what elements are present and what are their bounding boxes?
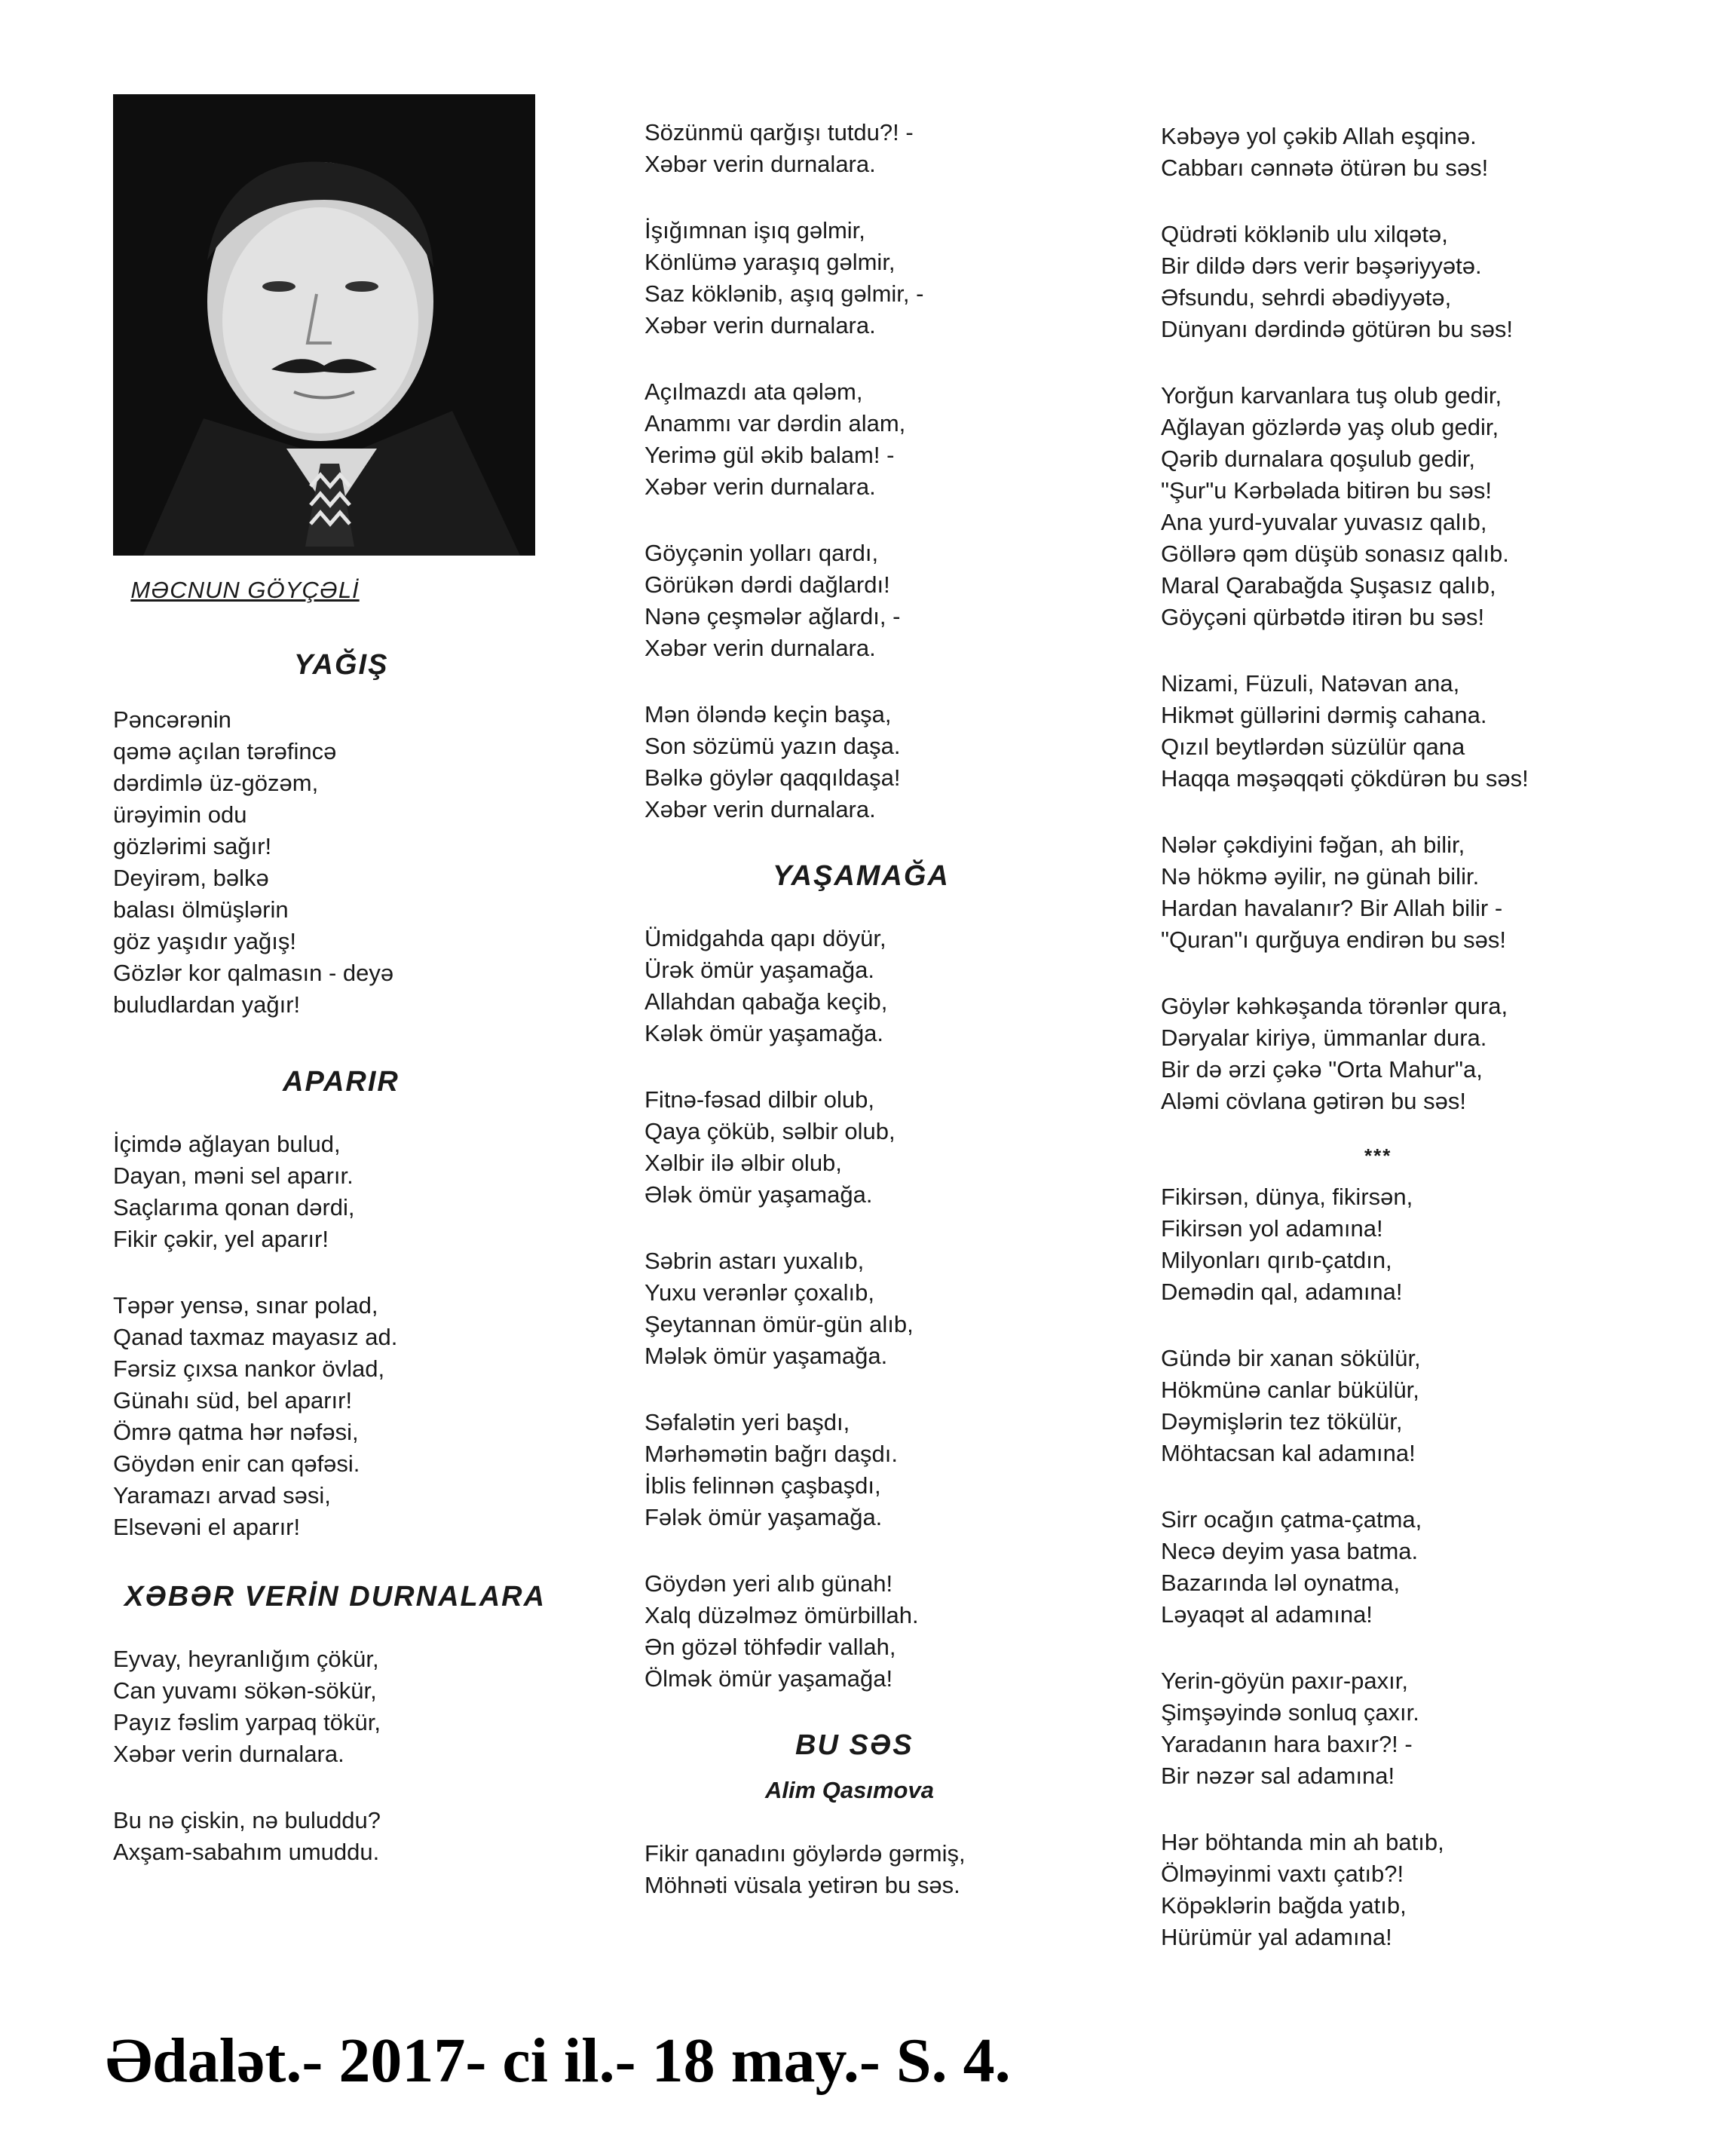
poem-line: Ağlayan gözlərdə yaş olub gedir, <box>1161 414 1499 440</box>
poem-line: Bəlkə göylər qaqqıldaşa! <box>644 764 901 791</box>
stanza <box>1161 121 1689 184</box>
poem-line: Möhnəti vüsala yetirən bu səs. <box>644 1872 960 1898</box>
section-separator: *** <box>1364 1144 1392 1167</box>
stanza <box>113 1290 596 1543</box>
stanza <box>1161 1504 1689 1631</box>
stanza <box>1161 668 1689 795</box>
poem-line: Hürümür yal adamına! <box>1161 1924 1392 1950</box>
poem-line: Göllərə qəm düşüb sonasız qalıb. <box>1161 541 1509 567</box>
poem-line: Əfsundu, sehrdi əbədiyyətə, <box>1161 284 1452 311</box>
stanza <box>644 376 1127 503</box>
poem-line: İşığımnan işıq gəlmir, <box>644 217 865 243</box>
poem-line: Qərib durnalara qoşulub gedir, <box>1161 446 1476 472</box>
stanza <box>644 215 1127 342</box>
poem-line: Nələr çəkdiyini fəğan, ah bilir, <box>1161 832 1465 858</box>
poem-title-aparir: APARIR <box>283 1066 400 1098</box>
poem-line: Dünyanı dərdində götürən bu səs! <box>1161 316 1514 342</box>
poem-line: Deyirəm, bəlkə <box>113 865 269 891</box>
poem-line: Haqqa məşəqqəti çökdürən bu səs! <box>1161 765 1529 792</box>
poem-line: Bir də ərzi çəkə "Orta Mahur"a, <box>1161 1056 1483 1083</box>
poem-line: balası ölmüşlərin <box>113 896 289 923</box>
poem-line: Qüdrəti köklənib ulu xilqətə, <box>1161 221 1448 247</box>
stanza <box>644 1407 1127 1533</box>
poem-line: Nə hökmə əyilir, nə günah bilir. <box>1161 863 1480 890</box>
poem-line: Kələk ömür yaşamağa. <box>644 1020 884 1046</box>
poem-line: göz yaşıdır yağış! <box>113 928 296 954</box>
poem-line: Ən gözəl töhfədir vallah, <box>644 1634 896 1660</box>
poem-line: Hikmət güllərini dərmiş cahana. <box>1161 702 1487 728</box>
column-2 <box>644 117 1127 1936</box>
poem-line: Xəbər verin durnalara. <box>644 312 876 338</box>
poem-line: İçimdə ağlayan bulud, <box>113 1131 341 1157</box>
poem-line: Dəymişlərin tez tökülür, <box>1161 1408 1403 1435</box>
poem-line: Qanad taxmaz mayasız ad. <box>113 1324 398 1350</box>
poem-line: Xəbər verin durnalara. <box>644 473 876 500</box>
poem-line: Xəlbir ilə əlbir olub, <box>644 1150 842 1176</box>
poem-line: Mələk ömür yaşamağa. <box>644 1343 888 1369</box>
poem-line: Bazarında ləl oynatma, <box>1161 1570 1401 1596</box>
poem-line: Dəryalar kiriyə, ümmanlar dura. <box>1161 1025 1487 1051</box>
poem-line: Sözünmü qarğışı tutdu?! - <box>644 119 914 145</box>
poem-line: Yerin-göyün paxır-paxır, <box>1161 1668 1408 1694</box>
stanza <box>1161 219 1689 345</box>
poem-line: qəmə açılan tərəfincə <box>113 738 337 764</box>
stanza <box>1161 1665 1689 1792</box>
poem-line: Nənə çeşmələr ağlardı, - <box>644 603 901 629</box>
poem-title-bu-ses: BU SƏS <box>795 1729 914 1761</box>
poem-line: Axşam-sabahım umuddu. <box>113 1839 380 1865</box>
poem-line: Bir dildə dərs verir bəşəriyyətə. <box>1161 253 1482 279</box>
poem-line: Mərhəmətin bağrı daşdı. <box>644 1441 899 1467</box>
stanza <box>644 1838 1127 1901</box>
poem-line: Saçlarıma qonan dərdi, <box>113 1194 355 1221</box>
poem-line: Hər böhtanda min ah batıb, <box>1161 1829 1444 1855</box>
poem-line: Möhtacsan kal adamına! <box>1161 1440 1416 1466</box>
column-3 <box>1161 121 1689 1988</box>
poem-line: Açılmazdı ata qələm, <box>644 378 863 405</box>
poem-line: Dayan, məni sel aparır. <box>113 1162 354 1189</box>
poem-line: Fikir çəkir, yel aparır! <box>113 1226 329 1252</box>
poem-line: Ümidgahda qapı döyür, <box>644 925 886 951</box>
poem-yagis <box>113 704 596 1021</box>
poem-line: Xəbər verin durnalara. <box>644 635 876 661</box>
poem-line: Fərsiz çıxsa nankor övlad, <box>113 1355 385 1382</box>
stanza <box>644 923 1127 1049</box>
poem-line: Allahdan qabağa keçib, <box>644 988 888 1015</box>
stanza <box>1161 1827 1689 1953</box>
stanza <box>1161 1343 1689 1469</box>
poem-line: Qızıl beytlərdən süzülür qana <box>1161 734 1465 760</box>
portrait-image <box>113 94 535 556</box>
column-1 <box>113 113 596 1903</box>
poem-line: Köpəklərin bağda yatıb, <box>1161 1892 1407 1919</box>
stanza <box>644 1568 1127 1695</box>
poem-line: Fitnə-fəsad dilbir olub, <box>644 1086 874 1113</box>
stanza <box>1161 380 1689 633</box>
poem-line: Yerimə gül əkib balam! - <box>644 442 895 468</box>
poem-line: Elsevəni el aparır! <box>113 1514 301 1540</box>
poem-line: Xəbər verin durnalara. <box>113 1741 344 1767</box>
poem-line: Səfalətin yeri başdı, <box>644 1409 850 1435</box>
poem-line: dərdimlə üz-gözəm, <box>113 770 319 796</box>
poem-line: Aləmi cövlana gətirən bu səs! <box>1161 1088 1466 1114</box>
poem-title-yagis: YAĞIŞ <box>294 649 389 681</box>
poem-line: Sirr ocağın çatma-çatma, <box>1161 1506 1422 1533</box>
poem-line: Ürək ömür yaşamağa. <box>644 957 874 983</box>
poem-line: Günahı süd, bel aparır! <box>113 1387 353 1414</box>
poem-line: buludlardan yağır! <box>113 991 301 1018</box>
author-photo <box>113 94 535 556</box>
poem-line: Eyvay, heyranlığım çökür, <box>113 1646 379 1672</box>
stanza <box>644 1084 1127 1211</box>
poem-line: Görükən dərdi dağlardı! <box>644 571 890 598</box>
poem-line: Göylər kəhkəşanda törənlər qura, <box>1161 993 1508 1019</box>
poem-line: Göydən enir can qəfəsi. <box>113 1450 360 1477</box>
poem-line: Xəbər verin durnalara. <box>644 796 876 822</box>
poem-line: "Şur"u Kərbəlada bitirən bu səs! <box>1161 477 1493 504</box>
poem-line: Ölmək ömür yaşamağa! <box>644 1665 893 1692</box>
poem-line: Bu nə çiskin, nə buluddu? <box>113 1807 381 1833</box>
author-name: MƏCNUN GÖYÇƏLİ <box>130 577 360 603</box>
poem-line: Kəbəyə yol çəkib Allah eşqinə. <box>1161 123 1477 149</box>
poem-line: Cabbarı cənnətə ötürən bu səs! <box>1161 155 1489 181</box>
poem-line: Gözlər kor qalmasın - deyə <box>113 960 394 986</box>
poem-line: Xəbər verin durnalara. <box>644 151 876 177</box>
stanza <box>113 1805 596 1868</box>
poem-line: Demədin qal, adamına! <box>1161 1279 1403 1305</box>
poem-line: Saz köklənib, aşıq gəlmir, - <box>644 280 924 307</box>
poem-line: Maral Qarabağda Şuşasız qalıb, <box>1161 572 1496 599</box>
poem-line: Xalq düzəlməz ömürbillah. <box>644 1602 919 1628</box>
poem-line: Şeytannan ömür-gün alıb, <box>644 1311 914 1337</box>
poem-line: Səbrin astarı yuxalıb, <box>644 1248 865 1274</box>
publication-citation: Ədalət.- 2017- ci il.- 18 may.- S. 4. <box>106 2026 1011 2096</box>
poem-line: "Quran"ı qurğuya endirən bu səs! <box>1161 927 1507 953</box>
stanza <box>113 1129 596 1255</box>
poem-line: ürəyimin odu <box>113 801 247 828</box>
stanza <box>1161 1181 1689 1308</box>
poem-line: Şimşəyində sonluq çaxır. <box>1161 1699 1419 1726</box>
poem-line: gözlərimi sağır! <box>113 833 272 859</box>
poem-line: Bir nəzər sal adamına! <box>1161 1763 1395 1789</box>
poem-title-yasamaga: YAŞAMAĞA <box>773 860 950 892</box>
poem-line: Yaradanın hara baxır?! - <box>1161 1731 1413 1757</box>
poem-line: Ana yurd-yuvalar yuvasız qalıb, <box>1161 509 1487 535</box>
poem-line: Göydən yeri alıb günah! <box>644 1570 893 1597</box>
poem-line: Ləyaqət al adamına! <box>1161 1601 1373 1628</box>
poem-line: Təpər yensə, sınar polad, <box>113 1292 378 1319</box>
stanza <box>113 1643 596 1770</box>
poem-line: Mən öləndə keçin başa, <box>644 701 892 727</box>
stanza <box>644 1245 1127 1372</box>
poem-line: Fikirsən, dünya, fikirsən, <box>1161 1184 1413 1210</box>
poem-line: Milyonları qırıb-çatdın, <box>1161 1247 1392 1273</box>
poem-line: Qaya çöküb, səlbir olub, <box>644 1118 896 1144</box>
poem-title-xeber: XƏBƏR VERİN DURNALARA <box>124 1581 547 1613</box>
poem-line: İblis felinnən çaşbaşdı, <box>644 1472 881 1499</box>
poem-line: Anammı var dərdin alam, <box>644 410 906 436</box>
stanza <box>644 538 1127 664</box>
stanza <box>1161 991 1689 1117</box>
poem-line: Ömrə qatma hər nəfəsi, <box>113 1419 359 1445</box>
poem-line: Can yuvamı sökən-sökür, <box>113 1677 377 1704</box>
poem-line: Nizami, Füzuli, Natəvan ana, <box>1161 670 1460 697</box>
poem-line: Yaramazı arvad səsi, <box>113 1482 331 1508</box>
poem-line: Göyçənin yolları qardı, <box>644 540 879 566</box>
poem-line: Könlümə yaraşıq gəlmir, <box>644 249 896 275</box>
poem-line: Yorğun karvanlara tuş olub gedir, <box>1161 382 1502 409</box>
poem-line: Son sözümü yazın daşa. <box>644 733 901 759</box>
stanza <box>644 117 1127 180</box>
poem-line: Hardan havalanır? Bir Allah bilir - <box>1161 895 1503 921</box>
poem-line: Fikirsən yol adamına! <box>1161 1215 1383 1242</box>
poem-dedication: Alim Qasımova <box>765 1777 934 1803</box>
stanza <box>644 699 1127 825</box>
poem-line: Gündə bir xanan sökülür, <box>1161 1345 1421 1371</box>
stanza <box>1161 829 1689 956</box>
poem-line: Yuxu verənlər çoxalıb, <box>644 1279 875 1306</box>
poem-line: Pəncərənin <box>113 706 231 733</box>
poem-line: Fələk ömür yaşamağa. <box>644 1504 883 1530</box>
poem-line: Payız fəslim yarpaq tökür, <box>113 1709 381 1735</box>
poem-line: Necə deyim yasa batma. <box>1161 1538 1419 1564</box>
poem-line: Hökmünə canlar bükülür, <box>1161 1377 1419 1403</box>
poem-line: Göyçəni qürbətdə itirən bu səs! <box>1161 604 1485 630</box>
poem-line: Fikir qanadını göylərdə gərmiş, <box>644 1840 966 1867</box>
poem-line: Ələk ömür yaşamağa. <box>644 1181 873 1208</box>
poem-line: Ölməyinmi vaxtı çatıb?! <box>1161 1861 1404 1887</box>
